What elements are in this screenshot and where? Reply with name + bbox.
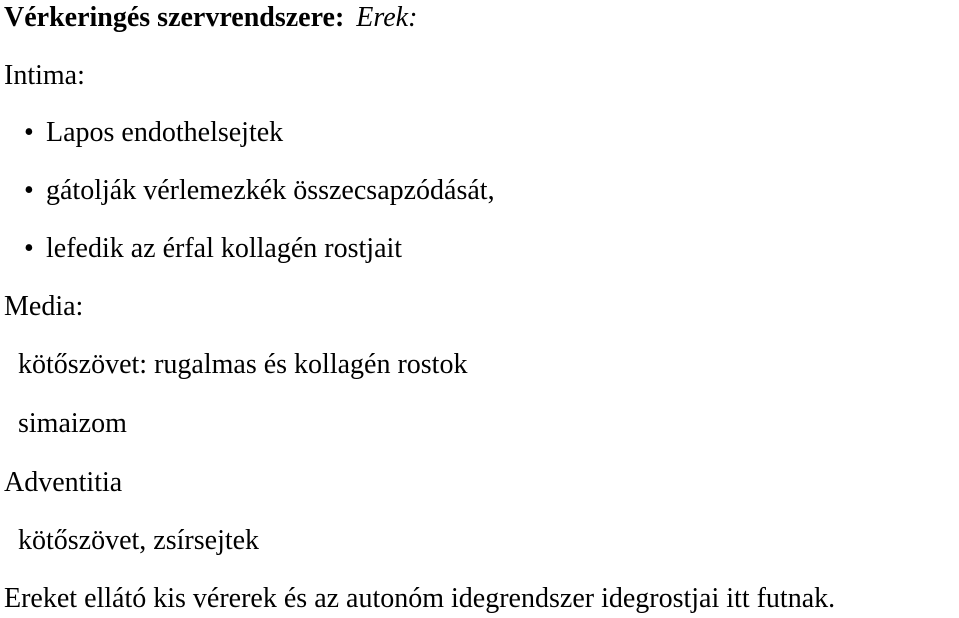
intima-bullet-2 [24,175,495,207]
adventitia-item-1: kötőszövet, zsírsejtek [18,525,260,556]
intima-bullet-3 [24,233,402,265]
intima-heading: Intima: [4,60,85,91]
footer-text: Ereket ellátó kis vérerek és az autonóm idegrendszer idegrostjai itt futnak. [4,583,836,614]
bullet-icon [24,175,46,207]
intima-bullet-text: Lapos endothelsejtek [46,117,284,148]
adventitia-heading: Adventitia [4,467,123,498]
bullet-icon [24,117,46,149]
slide-title [4,2,417,34]
media-heading: Media: [4,291,84,322]
media-item-2: simaizom [18,408,127,439]
title-subject: Erek: [356,2,418,33]
bullet-icon [24,233,46,265]
intima-bullet-text: gátolják vérlemezkék összecsapzódását, [46,175,495,206]
intima-bullet-text: lefedik az érfal kollagén rostjait [46,233,403,264]
title-main: Vérkeringés szervrendszere: [4,2,345,33]
media-item-1: kötőszövet: rugalmas és kollagén rostok [18,349,468,380]
intima-bullet-1 [24,117,283,149]
